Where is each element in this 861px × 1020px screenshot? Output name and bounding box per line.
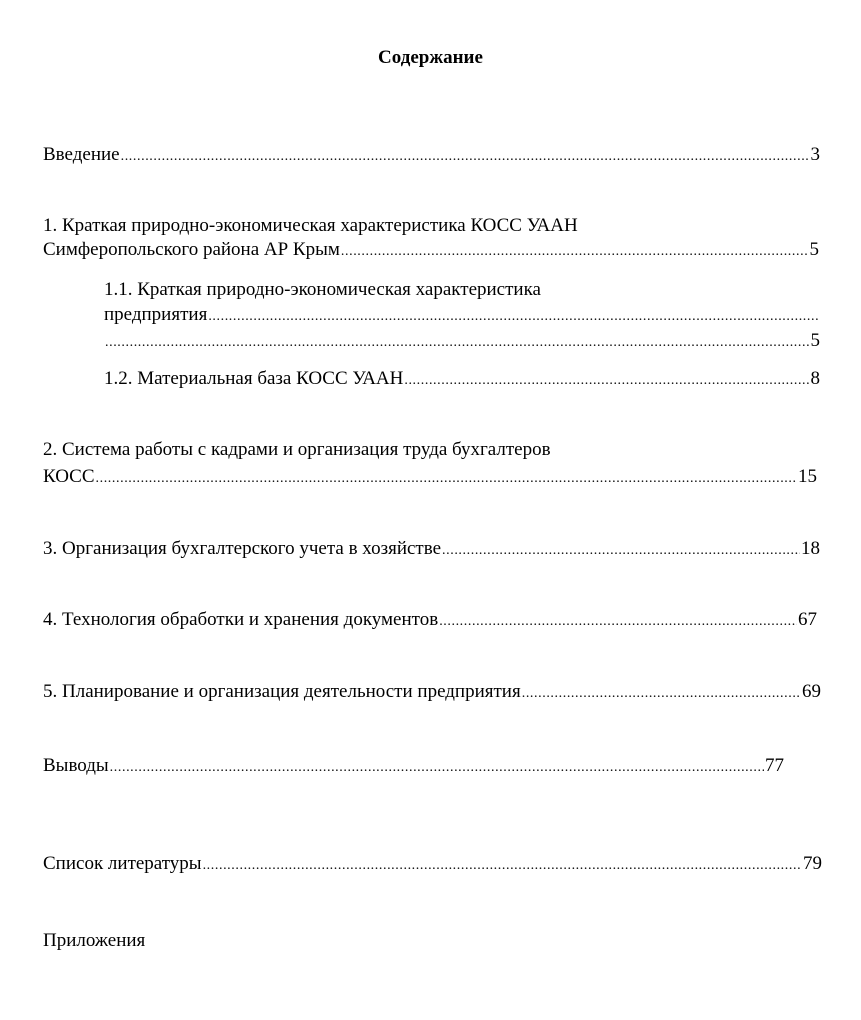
toc-leader-dots [439, 610, 797, 634]
toc-entry-section-1-1-line2 [104, 303, 820, 329]
page-title: Содержание [378, 47, 483, 68]
toc-entry-text: 1.2. Материальная база КОСС УААН [104, 368, 404, 389]
toc-entry-appendices: Приложения [43, 930, 146, 951]
toc-entry-text: предприятия [104, 304, 208, 325]
toc-leader-dots [121, 145, 810, 169]
toc-entry-section-1-1 [104, 329, 820, 355]
toc-page-number: 18 [801, 538, 820, 559]
toc-page-number: 8 [810, 368, 820, 389]
toc-page-number: 5 [809, 239, 819, 260]
toc-leader-dots [442, 539, 800, 563]
toc-page-number: 3 [810, 144, 820, 165]
toc-entry-section-2-line1: 2. Система работы с кадрами и организация труда бухгалтеров [43, 439, 551, 460]
toc-leader-dots [105, 331, 810, 355]
toc-leader-dots [522, 682, 801, 706]
toc-entry-section-1-line1: 1. Краткая природно-экономическая характеристика КОСС УААН [43, 215, 578, 236]
toc-leader-dots [110, 756, 764, 780]
toc-entry-section-1-1-line1: 1.1. Краткая природно-экономическая характеристика [104, 279, 541, 300]
toc-entry-text: КОСС [43, 466, 95, 487]
toc-entry-section-2 [43, 465, 817, 491]
toc-leader-dots [96, 467, 798, 491]
toc-entry-section-4 [43, 608, 817, 634]
toc-entry-text: 3. Организация бухгалтерского учета в хозяйстве [43, 538, 442, 559]
toc-entry-text: 4. Технология обработки и хранения документов [43, 609, 439, 630]
toc-page-number: 77 [765, 755, 784, 776]
toc-entry-text: Выводы [43, 755, 109, 776]
toc-entry-text: Список литературы [43, 853, 202, 874]
toc-entry-text: Симферопольского района АР Крым [43, 239, 340, 260]
toc-entry-conclusions [43, 754, 784, 780]
toc-entry-section-3 [43, 537, 820, 563]
toc-leader-dots [341, 240, 809, 264]
toc-entry-introduction [43, 143, 820, 169]
toc-leader-dots [203, 854, 802, 878]
toc-page-number: 67 [798, 609, 817, 630]
toc-entry-text: Введение [43, 144, 120, 165]
toc-entry-text: 5. Планирование и организация деятельности предприятия [43, 681, 521, 702]
toc-entry-section-1 [43, 238, 819, 264]
toc-entry-section-1-2 [104, 367, 820, 393]
toc-page-number: 5 [810, 330, 820, 351]
toc-page-number: 15 [798, 466, 817, 487]
toc-leader-dots [404, 369, 809, 393]
toc-page-number: 69 [802, 681, 821, 702]
toc-leader-dots [208, 305, 819, 329]
toc-page-number: 79 [803, 853, 822, 874]
toc-entry-section-5 [43, 680, 821, 706]
toc-entry-bibliography [43, 852, 822, 878]
